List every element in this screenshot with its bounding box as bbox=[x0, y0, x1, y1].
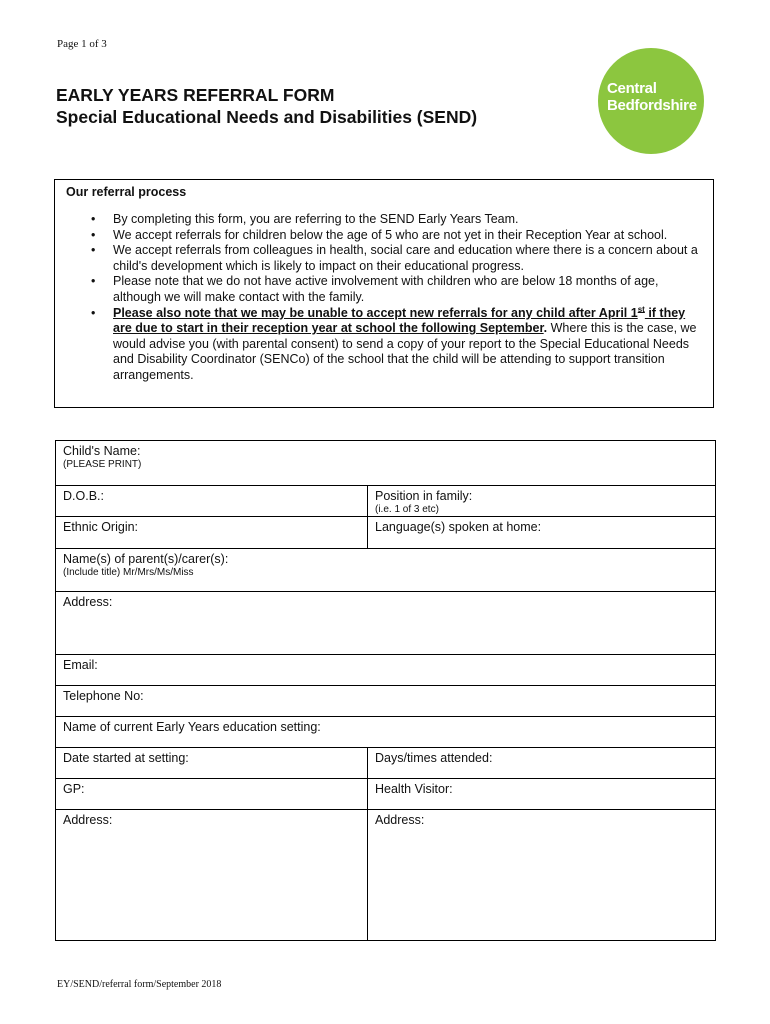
date-started-label: Date started at setting: bbox=[63, 751, 189, 765]
process-bullet: • Please note that we do not have active involvement with children who are below 18 months of age, although we will make contact with the family. bbox=[91, 274, 705, 305]
please-print-hint: (PLEASE PRINT) bbox=[63, 459, 142, 470]
form-title: EARLY YEARS REFERRAL FORM bbox=[56, 85, 335, 105]
central-bedfordshire-logo bbox=[598, 48, 704, 154]
referral-process-heading: Our referral process bbox=[66, 185, 187, 199]
hv-address-label: Address: bbox=[375, 813, 425, 827]
gp-address-label: Address: bbox=[63, 813, 113, 827]
position-hint: (i.e. 1 of 3 etc) bbox=[375, 504, 439, 515]
hv-address-field[interactable] bbox=[368, 810, 716, 941]
ethnic-origin-field[interactable] bbox=[56, 517, 368, 549]
form-subtitle: Special Educational Needs and Disabilities (SEND) bbox=[56, 107, 478, 127]
parents-hint: (Include title) Mr/Mrs/Ms/Miss bbox=[63, 567, 194, 578]
referral-form-table bbox=[55, 440, 716, 941]
email-label: Email: bbox=[63, 658, 98, 672]
languages-field[interactable] bbox=[368, 517, 716, 549]
dob-label: D.O.B.: bbox=[63, 489, 104, 503]
process-bullet-final bbox=[91, 306, 705, 384]
process-bullet: • By completing this form, you are referring to the SEND Early Years Team. bbox=[91, 212, 705, 228]
address-label: Address: bbox=[63, 595, 113, 609]
final-note-bold-b: if they are due to start in their reception year at school the following September bbox=[113, 305, 686, 336]
childs-name-label: Child's Name: bbox=[63, 444, 141, 458]
date-started-field[interactable] bbox=[56, 748, 368, 779]
health-visitor-field[interactable] bbox=[368, 779, 716, 810]
logo-text-line2: Bedfordshire bbox=[607, 97, 697, 114]
setting-name-label: Name of current Early Years education setting: bbox=[63, 720, 321, 734]
process-bullet: • We accept referrals for children below the age of 5 who are not yet in their Reception Year at school. bbox=[91, 228, 705, 244]
referral-process-box bbox=[54, 179, 714, 408]
gp-field[interactable] bbox=[56, 779, 368, 810]
dob-field[interactable] bbox=[56, 486, 368, 517]
position-in-family-label: Position in family: bbox=[375, 489, 473, 503]
parents-label: Name(s) of parent(s)/carer(s): bbox=[63, 552, 229, 566]
telephone-label: Telephone No: bbox=[63, 689, 144, 703]
ethnic-origin-label: Ethnic Origin: bbox=[63, 520, 139, 534]
days-attended-field[interactable] bbox=[368, 748, 716, 779]
final-note-period: . bbox=[543, 321, 548, 336]
languages-label: Language(s) spoken at home: bbox=[375, 520, 542, 534]
page-number: Page 1 of 3 bbox=[57, 38, 107, 50]
days-attended-label: Days/times attended: bbox=[375, 751, 493, 765]
gp-address-field[interactable] bbox=[56, 810, 368, 941]
gp-label: GP: bbox=[63, 782, 85, 796]
final-note-sup: st bbox=[637, 304, 645, 314]
process-bullet: • We accept referrals from colleagues in health, social care and education where there is a concern about a child's development which is likely to impact on their educational progress. bbox=[91, 243, 705, 274]
logo-text-line1: Central bbox=[607, 80, 657, 97]
childs-name-field[interactable] bbox=[56, 441, 716, 486]
final-note-bold-a: Please also note that we may be unable to accept new referrals for any child after April 1 bbox=[113, 305, 638, 320]
referral-process-list bbox=[91, 212, 705, 384]
telephone-field[interactable] bbox=[56, 686, 716, 717]
email-field[interactable] bbox=[56, 655, 716, 686]
position-in-family-field[interactable] bbox=[368, 486, 716, 517]
footer-reference: EY/SEND/referral form/September 2018 bbox=[57, 979, 222, 990]
final-note-text: Where this is the case, we would advise you (with parental consent) to send a copy of your report to the Special Educational Needs and Disability Coordinator (SENCo) of the school that the child will be attending to support transition arrangements. bbox=[113, 321, 697, 382]
setting-name-field[interactable] bbox=[56, 717, 716, 748]
address-field[interactable] bbox=[56, 592, 716, 655]
health-visitor-label: Health Visitor: bbox=[375, 782, 453, 796]
parents-field[interactable] bbox=[56, 549, 716, 592]
